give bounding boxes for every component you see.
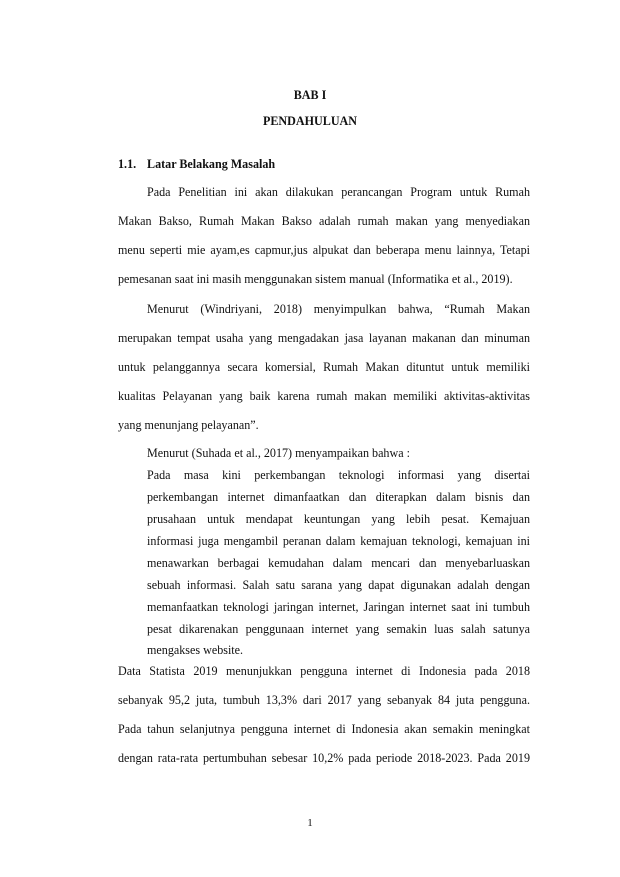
quote-line: pesat dikarenakan penggunaan internet yang semakin luas salah satunya <box>147 622 530 636</box>
section-title: Latar Belakang Masalah <box>147 157 276 171</box>
paragraph-3: Menurut (Suhada et al., 2017) menyampaikan bahwa : <box>147 446 410 460</box>
text-line: merupakan tempat usaha yang mengadakan jasa layanan makanan dan minuman <box>118 331 530 345</box>
chapter-title: PENDAHULUAN <box>262 114 358 128</box>
text-line: Pada Penelitian ini akan dilakukan perancangan Program untuk Rumah <box>147 185 530 199</box>
chapter-number: BAB I <box>293 88 327 102</box>
section-number: 1.1. <box>118 157 137 171</box>
quote-line: mengakses website. <box>147 643 244 657</box>
quote-line: Pada masa kini perkembangan teknologi informasi yang disertai <box>147 468 530 482</box>
text-line: kualitas Pelayanan yang baik karena rumah makan memiliki aktivitas-aktivitas <box>118 389 530 403</box>
text-line: sebanyak 95,2 juta, tumbuh 13,3% dari 2017 yang sebanyak 84 juta pengguna. <box>118 693 530 707</box>
quote-line: perkembangan internet dimanfaatkan dan diterapkan dalam bisnis dan <box>147 490 530 504</box>
quote-line: prusahaan untuk mendapat keuntungan yang lebih pesat. Kemajuan <box>147 512 530 526</box>
quote-line: sebuah informasi. Salah satu sarana yang dapat digunakan adalah dengan <box>147 578 530 592</box>
quote-line: informasi juga mengambil peranan dalam kemajuan teknologi, kemajuan ini <box>147 534 530 548</box>
text-line: Makan Bakso, Rumah Makan Bakso adalah rumah makan yang menyediakan <box>118 214 530 228</box>
page-number: 1 <box>307 817 313 829</box>
quote-line: memanfaatkan teknologi jaringan internet, Jaringan internet saat ini tumbuh <box>147 600 530 614</box>
text-line: untuk pelanggannya secara komersial, Rumah Makan dituntut untuk memiliki <box>118 360 530 374</box>
text-line: Pada tahun selanjutnya pengguna internet di Indonesia akan semakin meningkat <box>118 722 530 736</box>
text-line: Menurut (Windriyani, 2018) menyimpulkan bahwa, “Rumah Makan <box>147 302 530 316</box>
text-line: pemesanan saat ini masih menggunakan sistem manual (Informatika et al., 2019). <box>118 272 513 286</box>
text-line: menu seperti mie ayam,es capmur,jus alpukat dan beberapa menu lainnya, Tetapi <box>118 243 530 257</box>
quote-line: menawarkan berbagai kemudahan dalam mencari dan menyebarluaskan <box>147 556 530 570</box>
text-line: dengan rata-rata pertumbuhan sebesar 10,2% pada periode 2018-2023. Pada 2019 <box>118 751 530 765</box>
text-line: Data Statista 2019 menunjukkan pengguna internet di Indonesia pada 2018 <box>118 664 530 678</box>
text-line: yang menunjang pelayanan”. <box>118 418 259 432</box>
